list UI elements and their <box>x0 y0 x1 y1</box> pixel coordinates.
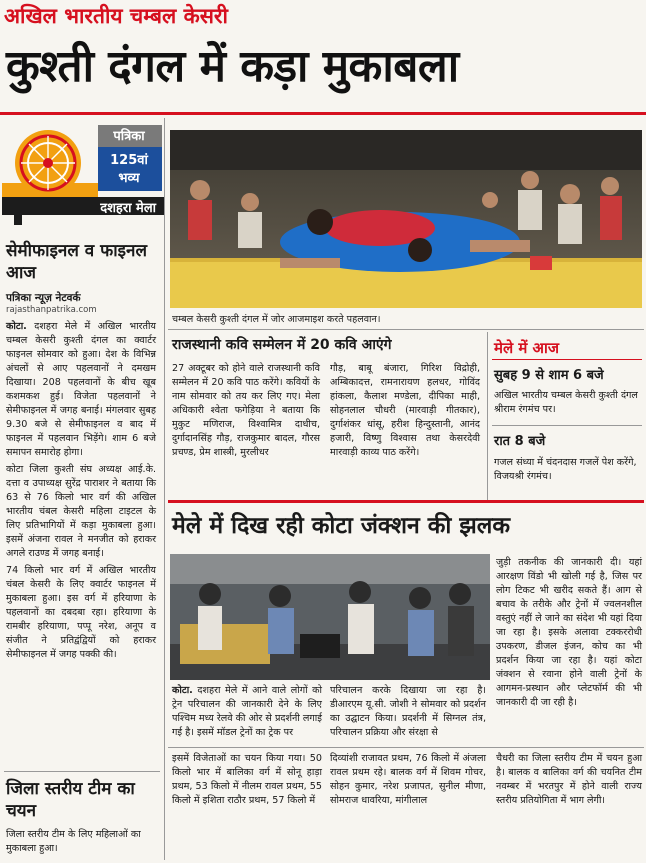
left-divider <box>4 771 160 772</box>
left-article-body <box>6 320 156 665</box>
mela-aaj-rule <box>492 359 642 360</box>
kicker-heading: अखिल भारतीय चम्बल केसरी <box>4 4 228 28</box>
photo-caption: चम्बल केसरी कुश्ती दंगल में जोर आजमाइश करते पहलवान। <box>172 314 381 325</box>
logo-years: 125वां <box>110 153 148 168</box>
left-para-1: दशहरा मेले में अखिल भारतीय चम्बल केसरी कुश्ती दंगल का क्वार्टर फाइनल सोमवार को हुआ। देश के विभिन्न अंचलों से आए पहलवानों ने दमखम दिखाया। 208 पहलवानों के बीच खूब कशमकश हुई। विजेता पहलवानों ने सेमीफाइनल में जगह बनाई। मंगलवार सुबह 9.30 बजे से सेमीफाइनल व बाद में फाइनल में पहलवान भिड़ेंगे। शाम 6 बजे समापन समारोह होगा। <box>6 321 156 458</box>
team-text: जिला स्तरीय टीम के लिए महिलाओं का मुकाबला हुआ। <box>6 829 141 854</box>
team-text-1: इसमें विजेताओं का चयन किया गया। 50 किलो भार में बालिका वर्ग में सोनू हाड़ा प्रथम, 53 किलो में नीलम रावल प्रथम, 55 किलो में इशिता राठौर प्रथम, 57 किलो में <box>172 753 322 806</box>
page-headline: कुश्ती दंगल में कड़ा मुकाबला <box>6 41 459 92</box>
time-morning: सुबह 9 से शाम 6 बजे <box>494 368 604 383</box>
railway-exhibition-photo <box>170 554 490 680</box>
dateline: कोटा. <box>6 321 27 332</box>
column-divider <box>164 118 165 860</box>
event-1 <box>494 389 642 420</box>
junction-col-2 <box>330 684 486 743</box>
caption-divider <box>168 329 644 330</box>
mela-aaj-heading: मेले में आज <box>494 339 560 357</box>
team-col-1 <box>172 752 322 811</box>
kavi-col-2 <box>330 362 480 463</box>
event-divider <box>492 425 642 426</box>
junction-heading: मेले में दिख रही कोटा जंक्शन की झलक <box>172 513 511 539</box>
event-2-text: गजल संध्या में चंदनदास गजलें पेश करेंगे, विजयश्री रंगमंच। <box>494 457 637 482</box>
kavi-divider <box>487 332 488 500</box>
kavi-text-1: 27 अक्टूबर को होने वाले राजस्थानी कवि सम्मेलन में 20 कवि पाठ करेंगे। कवियों के नाम सोमवार को तय कर लिए गए। मेला अधिकारी श्वेता फगेड़िया ने बताया कि मुकुट मणिराज, विश्वामित्र दाधीच, दुर्गादानसिंह गौड़, राजकुमार बादल, गौरस प्रचण्ड, प्रेम शास्त्री, मुरलीधर <box>172 363 320 458</box>
junction-text-3: जुड़ी तकनीक की जानकारी दी। यहां आरक्षण विंडो भी खोली गई है, जिस पर लोग टिकट भी खरीद सकते हैं। आग से बचाव के तरीके और ट्रेनों में ज्वलनशील वस्तुएं नहीं ले जाने का संदेश भी यहां दिया जा रहा है। इसके अलावा टक्कररोधी उपकरण, डीजल इंजन, कोच का भी प्रदर्शन किया जा रहा है। यहां कोटा जंक्शन से रवाना होने वाली ट्रेनों के आगमन-प्रस्थान और प्लेटफॉर्म की भी जानकारी दी जा रही है। <box>496 557 642 708</box>
team-col-3 <box>496 752 642 811</box>
headline-rule <box>0 112 646 115</box>
event-1-text: अखिल भारतीय चम्बल केसरी कुश्ती दंगल श्रीराम रंगमंच पर। <box>494 390 638 415</box>
time-night: रात 8 बजे <box>494 434 546 449</box>
junction-text-1: दशहरा मेले में आने वाले लोगों को ट्रेन परिचालन की जानकारी देने के लिए पश्चिम मध्य रेलवे की ओर से प्रदर्शनी लगाई गई है। इसमें मॉडल ट्रेनों का ट्रेक पर <box>172 685 322 738</box>
bottom-divider <box>168 747 644 748</box>
logo-patrika: पत्रिका <box>113 129 145 144</box>
kavi-heading: राजस्थानी कवि सम्मेलन में 20 कवि आएंगे <box>172 337 392 353</box>
left-para-3: 74 किलो भार वर्ग में अखिल भारतीय चंबल केसरी के लिए क्वार्टर फाइनल में मुकाबला हुआ। इस वर्ग में हरियाणा के पहलवानों का दबदबा रहा। हरियाणा के रामबीर हरियाणा, पप्पू नरेश, अनूप व संजीत ने प्रतिद्वंद्वियों को हराकर सेमीफाइनल में जगह पक्की की। <box>6 565 156 660</box>
kavi-text-2: गौड़, बाबू बंजारा, गिरिश विद्रोही, अम्बिकादत्त, रामनारायण हलधर, गोविंद हांकला, कैलाश मण्डेला, दीपिका माही, सोहनलाल चौधरी (मारवाड़ी गीतकार), दुर्गाशंकर धांसू, हरीश हिन्दुस्तानी, आनंद हजारी, विष्णु विश्वास तथा केसरदेवी मारवाड़ी काव्य पाठ करेंगे। <box>330 363 480 458</box>
wrestling-photo <box>170 130 642 308</box>
logo-mela: दशहरा मेला <box>100 201 156 216</box>
junction-dateline: कोटा. <box>172 685 193 696</box>
website: rajasthanpatrika.com <box>6 305 97 315</box>
junction-text-2: परिचालन करके दिखाया जा रहा है। डीआरएम यू.सी. जोशी ने सोमवार को प्रदर्शन का उद्घाटन किया। प्रदर्शनी में सिग्नल तंत्र, परिचालन प्रक्रिया और संरक्षा से <box>330 685 486 738</box>
sub-heading: सेमीफाइनल व फाइनल आज <box>6 241 147 283</box>
byline: पत्रिका न्यूज़ नेटवर्क <box>6 292 81 304</box>
team-heading: जिला स्तरीय टीम का चयन <box>6 779 135 821</box>
junction-rule <box>168 500 644 503</box>
team-col-2 <box>330 752 486 811</box>
kavi-col-1 <box>172 362 320 463</box>
team-text-3: चैधरी का जिला स्तरीय टीम में चयन हुआ है। बालक व बालिका वर्ग की चयनित टीम नवम्बर में भरतपुर में होने वाली राज्य स्तरीय प्रतियोगिता में भाग लेगी। <box>496 753 642 806</box>
junction-col-3 <box>496 556 642 713</box>
left-para-2: कोटा जिला कुश्ती संघ अध्यक्ष आई.के. दत्ता व उपाध्यक्ष सुरेंद्र पाराशर ने बताया कि 63 से 76 किलो भार वर्ग की अखिल भारतीय चंबल केसरी महिला टाइटल के लिए प्रतिभागियों में कड़ा मुकाबला हुआ। इसमें अंजना रावल ने मनजीत को हराकर अगले राउण्ड में जगह बनाई। <box>6 464 156 559</box>
junction-col-1 <box>172 684 322 743</box>
team-text-2: दिव्यांशी राजावत प्रथम, 76 किलो में अंजला रावल प्रथम रहे। बालक वर्ग में शिवम गोचर, सोहन कुमार, नरेश प्रजापत, सुनील मीणा, सोमराज धावरिया, मांगीलाल <box>330 753 486 806</box>
event-2 <box>494 456 642 487</box>
logo-bhavya: भव्य <box>118 171 140 186</box>
